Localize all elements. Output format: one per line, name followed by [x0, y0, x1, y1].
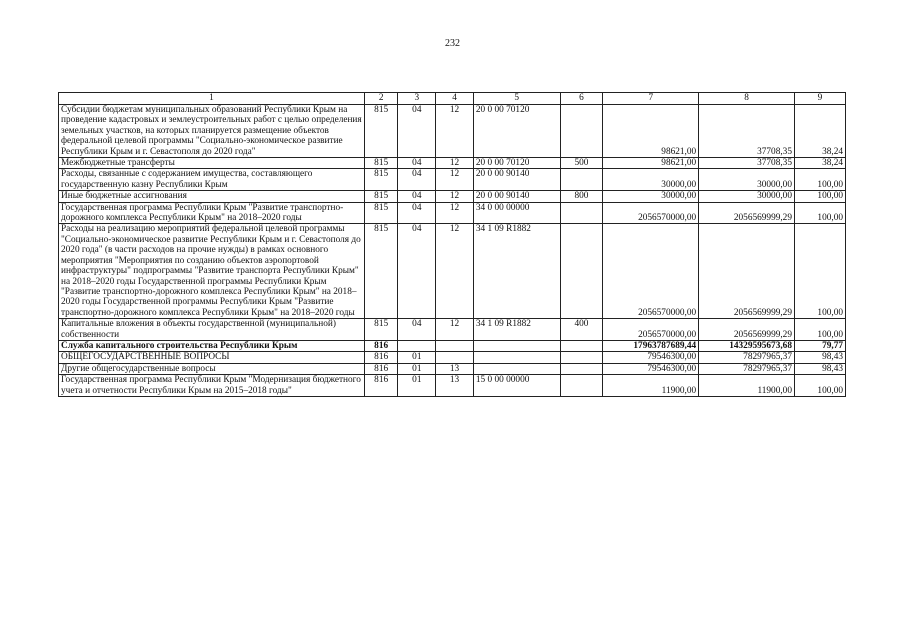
- row-col-3: 04: [398, 224, 436, 319]
- row-col-6: [560, 375, 603, 397]
- row-name: Служба капитального строительства Республики Крым: [59, 340, 365, 351]
- row-col-2: 815: [364, 158, 398, 169]
- row-col-8: 2056569999,29: [699, 224, 795, 319]
- row-col-4: 12: [436, 202, 474, 224]
- table-row: [59, 105, 846, 158]
- row-col-5: 20 0 00 90140: [473, 191, 560, 202]
- row-col-6: [560, 363, 603, 374]
- row-col-9: 100,00: [794, 224, 845, 319]
- row-col-5: [473, 352, 560, 363]
- row-col-5: 15 0 00 00000: [473, 375, 560, 397]
- column-header-6: 6: [560, 93, 603, 105]
- row-col-3: 04: [398, 319, 436, 341]
- column-header-5: 5: [473, 93, 560, 105]
- column-header-7: 7: [603, 93, 699, 105]
- row-col-2: 815: [364, 202, 398, 224]
- table-row: [59, 340, 846, 351]
- row-col-3: 04: [398, 105, 436, 158]
- row-col-2: 816: [364, 375, 398, 397]
- row-col-8: 30000,00: [699, 169, 795, 191]
- row-col-8: 78297965,37: [699, 352, 795, 363]
- row-name: Иные бюджетные ассигнования: [59, 191, 365, 202]
- row-col-5: 34 0 00 00000: [473, 202, 560, 224]
- row-col-7: 79546300,00: [603, 352, 699, 363]
- row-col-7: 30000,00: [603, 191, 699, 202]
- column-header-3: 3: [398, 93, 436, 105]
- row-col-8: 30000,00: [699, 191, 795, 202]
- row-col-4: 12: [436, 191, 474, 202]
- table-row: [59, 169, 846, 191]
- row-col-7: 11900,00: [603, 375, 699, 397]
- row-name: Субсидии бюджетам муниципальных образований Республики Крым на проведение кадастровых и землеустроительных работ с целью определения земельных участков, на которых планируется размещение объектов федеральной целевой программы "Социально-экономическое развитие Республики Крым и г. Севастополя до 2020 года": [59, 105, 365, 158]
- row-col-6: 400: [560, 319, 603, 341]
- row-col-8: 78297965,37: [699, 363, 795, 374]
- row-col-2: 815: [364, 224, 398, 319]
- row-col-5: [473, 363, 560, 374]
- row-name: Другие общегосударственные вопросы: [59, 363, 365, 374]
- row-col-8: 2056569999,29: [699, 319, 795, 341]
- row-col-4: [436, 352, 474, 363]
- table-header: [59, 93, 846, 105]
- row-col-6: [560, 340, 603, 351]
- row-col-8: 2056569999,29: [699, 202, 795, 224]
- row-col-3: 04: [398, 191, 436, 202]
- row-col-3: 01: [398, 352, 436, 363]
- row-col-5: 34 1 09 R1882: [473, 224, 560, 319]
- table-row: [59, 224, 846, 319]
- row-col-8: 11900,00: [699, 375, 795, 397]
- row-col-4: 12: [436, 105, 474, 158]
- table-row: [59, 191, 846, 202]
- column-header-4: 4: [436, 93, 474, 105]
- row-col-5: [473, 340, 560, 351]
- row-col-5: 20 0 00 90140: [473, 169, 560, 191]
- row-col-9: 38,24: [794, 158, 845, 169]
- row-col-2: 816: [364, 340, 398, 351]
- row-col-3: 04: [398, 158, 436, 169]
- row-col-7: 98621,00: [603, 105, 699, 158]
- table-row: [59, 319, 846, 341]
- row-col-9: 98,43: [794, 352, 845, 363]
- row-col-9: 100,00: [794, 169, 845, 191]
- table-body: [59, 105, 846, 397]
- row-name: Межбюджетные трансферты: [59, 158, 365, 169]
- row-col-3: 01: [398, 375, 436, 397]
- row-col-9: 100,00: [794, 202, 845, 224]
- table-row: [59, 363, 846, 374]
- page-number: 232: [445, 38, 460, 49]
- row-col-4: [436, 340, 474, 351]
- row-col-9: 100,00: [794, 191, 845, 202]
- row-col-7: 17963787689,44: [603, 340, 699, 351]
- row-col-6: 800: [560, 191, 603, 202]
- row-col-9: 38,24: [794, 105, 845, 158]
- row-col-7: 30000,00: [603, 169, 699, 191]
- column-header-8: 8: [699, 93, 795, 105]
- row-col-3: 01: [398, 363, 436, 374]
- column-header-1: 1: [59, 93, 365, 105]
- row-col-5: 20 0 00 70120: [473, 158, 560, 169]
- row-name: ОБЩЕГОСУДАРСТВЕННЫЕ ВОПРОСЫ: [59, 352, 365, 363]
- row-col-3: 04: [398, 202, 436, 224]
- row-col-7: 2056570000,00: [603, 202, 699, 224]
- row-name: Государственная программа Республики Крым "Развитие транспортно-дорожного комплекса Республики Крым" на 2018–2020 годы: [59, 202, 365, 224]
- row-col-4: 12: [436, 169, 474, 191]
- row-col-9: 100,00: [794, 375, 845, 397]
- row-col-8: 14329595673,68: [699, 340, 795, 351]
- budget-table: [58, 92, 846, 397]
- row-col-6: [560, 352, 603, 363]
- row-col-2: 815: [364, 105, 398, 158]
- row-col-8: 37708,35: [699, 158, 795, 169]
- row-name: Капитальные вложения в объекты государственной (муниципальной) собственности: [59, 319, 365, 341]
- header-row: [59, 93, 846, 105]
- row-col-4: 12: [436, 319, 474, 341]
- row-col-4: 12: [436, 224, 474, 319]
- row-col-6: [560, 202, 603, 224]
- row-name: Расходы на реализацию мероприятий федеральной целевой программы "Социально-экономическое развитие Республики Крым и г. Севастополя до 2020 года" (в части расходов на прочие нужды) в рамках основного мероприятия "Мероприятия по созданию объектов аэропортовой инфраструктуры" подпрограммы "Развитие транспорта Республики Крым" на 2018–2020 годы Государственной программы Республики Крым "Развитие транспортно-дорожного комплекса Республики Крым" на 2018–2020 годы Государственной программы Республики Крым "Развитие транспортно-дорожного комплекса Республики Крым" на 2018–2020 годы: [59, 224, 365, 319]
- row-col-6: [560, 169, 603, 191]
- row-col-6: 500: [560, 158, 603, 169]
- row-col-4: 12: [436, 158, 474, 169]
- row-col-7: 98621,00: [603, 158, 699, 169]
- row-name: Расходы, связанные с содержанием имущества, составляющего государственную казну Республики Крым: [59, 169, 365, 191]
- table-row: [59, 202, 846, 224]
- row-col-4: 13: [436, 363, 474, 374]
- row-col-4: 13: [436, 375, 474, 397]
- row-col-7: 2056570000,00: [603, 319, 699, 341]
- row-col-6: [560, 224, 603, 319]
- row-name: Государственная программа Республики Крым "Модернизация бюджетного учета и отчетности Республики Крым на 2015–2018 годы": [59, 375, 365, 397]
- row-col-2: 815: [364, 191, 398, 202]
- row-col-9: 79,77: [794, 340, 845, 351]
- row-col-5: 34 1 09 R1882: [473, 319, 560, 341]
- column-header-9: 9: [794, 93, 845, 105]
- row-col-7: 2056570000,00: [603, 224, 699, 319]
- row-col-3: 04: [398, 169, 436, 191]
- row-col-6: [560, 105, 603, 158]
- table-row: [59, 352, 846, 363]
- table-row: [59, 375, 846, 397]
- column-header-2: 2: [364, 93, 398, 105]
- row-col-9: 100,00: [794, 319, 845, 341]
- table-row: [59, 158, 846, 169]
- row-col-8: 37708,35: [699, 105, 795, 158]
- row-col-2: 815: [364, 169, 398, 191]
- row-col-2: 815: [364, 319, 398, 341]
- row-col-3: [398, 340, 436, 351]
- row-col-2: 816: [364, 352, 398, 363]
- row-col-9: 98,43: [794, 363, 845, 374]
- row-col-2: 816: [364, 363, 398, 374]
- row-col-7: 79546300,00: [603, 363, 699, 374]
- row-col-5: 20 0 00 70120: [473, 105, 560, 158]
